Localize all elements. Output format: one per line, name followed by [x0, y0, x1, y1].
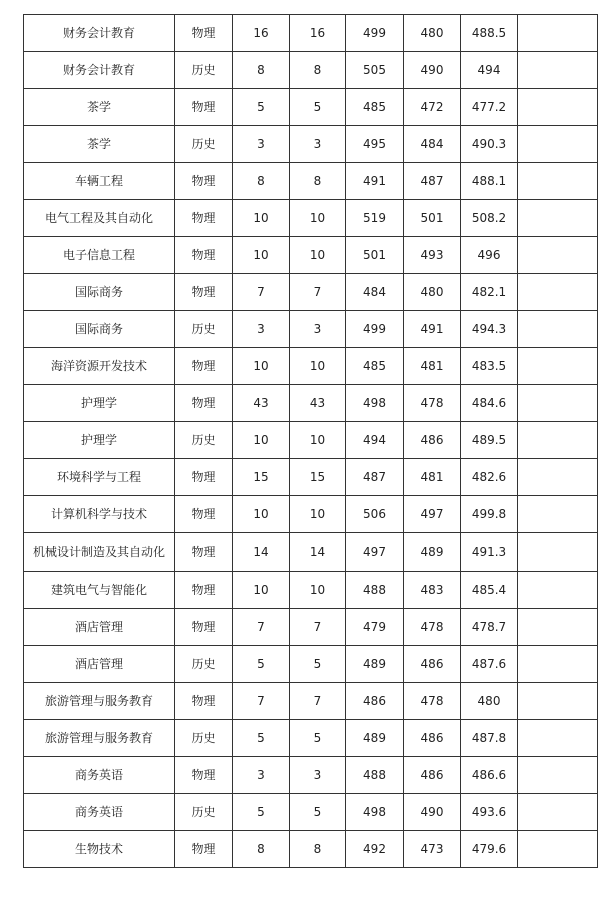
max-score-cell: 498 [346, 794, 404, 831]
major-cell: 计算机科学与技术 [24, 496, 175, 533]
max-score-cell: 479 [346, 609, 404, 646]
avg-score-cell: 480 [461, 683, 518, 720]
major-cell: 茶学 [24, 89, 175, 126]
plan-count-cell: 5 [233, 89, 290, 126]
subject-cell: 历史 [175, 311, 233, 348]
note-cell [518, 52, 598, 89]
admitted-count-cell: 5 [290, 794, 346, 831]
table-row [24, 683, 598, 720]
note-cell [518, 459, 598, 496]
avg-score-cell: 484.6 [461, 385, 518, 422]
admitted-count-cell: 8 [290, 831, 346, 868]
max-score-cell: 506 [346, 496, 404, 533]
max-score-cell: 485 [346, 89, 404, 126]
table-row [24, 794, 598, 831]
plan-count-cell: 10 [233, 237, 290, 274]
min-score-cell: 490 [404, 794, 461, 831]
min-score-cell: 497 [404, 496, 461, 533]
note-cell [518, 15, 598, 52]
note-cell [518, 683, 598, 720]
major-cell: 茶学 [24, 126, 175, 163]
subject-cell: 历史 [175, 794, 233, 831]
major-cell: 国际商务 [24, 274, 175, 311]
plan-count-cell: 7 [233, 609, 290, 646]
note-cell [518, 89, 598, 126]
max-score-cell: 489 [346, 646, 404, 683]
table-row [24, 126, 598, 163]
admitted-count-cell: 7 [290, 683, 346, 720]
admitted-count-cell: 10 [290, 572, 346, 609]
plan-count-cell: 8 [233, 831, 290, 868]
table-row [24, 15, 598, 52]
note-cell [518, 311, 598, 348]
subject-cell: 历史 [175, 720, 233, 757]
min-score-cell: 484 [404, 126, 461, 163]
min-score-cell: 480 [404, 274, 461, 311]
table-row [24, 422, 598, 459]
table-row [24, 831, 598, 868]
max-score-cell: 485 [346, 348, 404, 385]
subject-cell: 物理 [175, 163, 233, 200]
plan-count-cell: 5 [233, 720, 290, 757]
note-cell [518, 646, 598, 683]
min-score-cell: 490 [404, 52, 461, 89]
max-score-cell: 492 [346, 831, 404, 868]
note-cell [518, 757, 598, 794]
avg-score-cell: 487.6 [461, 646, 518, 683]
admitted-count-cell: 10 [290, 496, 346, 533]
min-score-cell: 478 [404, 609, 461, 646]
avg-score-cell: 479.6 [461, 831, 518, 868]
plan-count-cell: 3 [233, 757, 290, 794]
plan-count-cell: 3 [233, 311, 290, 348]
table-row [24, 200, 598, 237]
avg-score-cell: 508.2 [461, 200, 518, 237]
table-body [24, 15, 598, 868]
plan-count-cell: 43 [233, 385, 290, 422]
admitted-count-cell: 5 [290, 89, 346, 126]
table-row [24, 572, 598, 609]
plan-count-cell: 10 [233, 422, 290, 459]
plan-count-cell: 5 [233, 794, 290, 831]
subject-cell: 物理 [175, 572, 233, 609]
plan-count-cell: 16 [233, 15, 290, 52]
max-score-cell: 488 [346, 572, 404, 609]
avg-score-cell: 491.3 [461, 533, 518, 572]
plan-count-cell: 8 [233, 163, 290, 200]
subject-cell: 物理 [175, 348, 233, 385]
avg-score-cell: 494 [461, 52, 518, 89]
major-cell: 海洋资源开发技术 [24, 348, 175, 385]
subject-cell: 历史 [175, 126, 233, 163]
avg-score-cell: 499.8 [461, 496, 518, 533]
subject-cell: 物理 [175, 831, 233, 868]
note-cell [518, 794, 598, 831]
admitted-count-cell: 3 [290, 311, 346, 348]
plan-count-cell: 7 [233, 274, 290, 311]
max-score-cell: 489 [346, 720, 404, 757]
admitted-count-cell: 5 [290, 720, 346, 757]
note-cell [518, 720, 598, 757]
major-cell: 建筑电气与智能化 [24, 572, 175, 609]
note-cell [518, 274, 598, 311]
min-score-cell: 489 [404, 533, 461, 572]
admitted-count-cell: 10 [290, 422, 346, 459]
subject-cell: 物理 [175, 15, 233, 52]
max-score-cell: 488 [346, 757, 404, 794]
major-cell: 电子信息工程 [24, 237, 175, 274]
admitted-count-cell: 10 [290, 348, 346, 385]
table-row [24, 496, 598, 533]
note-cell [518, 609, 598, 646]
max-score-cell: 501 [346, 237, 404, 274]
note-cell [518, 126, 598, 163]
table-row [24, 52, 598, 89]
admission-score-table [23, 14, 598, 868]
admitted-count-cell: 43 [290, 385, 346, 422]
plan-count-cell: 10 [233, 200, 290, 237]
subject-cell: 物理 [175, 459, 233, 496]
plan-count-cell: 10 [233, 348, 290, 385]
min-score-cell: 478 [404, 683, 461, 720]
subject-cell: 历史 [175, 52, 233, 89]
avg-score-cell: 482.1 [461, 274, 518, 311]
plan-count-cell: 14 [233, 533, 290, 572]
max-score-cell: 519 [346, 200, 404, 237]
max-score-cell: 486 [346, 683, 404, 720]
note-cell [518, 831, 598, 868]
subject-cell: 历史 [175, 646, 233, 683]
max-score-cell: 499 [346, 15, 404, 52]
table-row [24, 720, 598, 757]
plan-count-cell: 5 [233, 646, 290, 683]
avg-score-cell: 486.6 [461, 757, 518, 794]
table-row [24, 311, 598, 348]
max-score-cell: 487 [346, 459, 404, 496]
major-cell: 护理学 [24, 422, 175, 459]
admitted-count-cell: 3 [290, 126, 346, 163]
subject-cell: 物理 [175, 496, 233, 533]
table-row [24, 609, 598, 646]
admitted-count-cell: 15 [290, 459, 346, 496]
table-row [24, 89, 598, 126]
subject-cell: 物理 [175, 533, 233, 572]
max-score-cell: 495 [346, 126, 404, 163]
min-score-cell: 478 [404, 385, 461, 422]
major-cell: 机械设计制造及其自动化 [24, 533, 175, 572]
admitted-count-cell: 8 [290, 52, 346, 89]
admitted-count-cell: 10 [290, 200, 346, 237]
plan-count-cell: 10 [233, 496, 290, 533]
avg-score-cell: 485.4 [461, 572, 518, 609]
note-cell [518, 163, 598, 200]
admitted-count-cell: 3 [290, 757, 346, 794]
major-cell: 车辆工程 [24, 163, 175, 200]
table-row [24, 348, 598, 385]
avg-score-cell: 483.5 [461, 348, 518, 385]
plan-count-cell: 3 [233, 126, 290, 163]
min-score-cell: 473 [404, 831, 461, 868]
admitted-count-cell: 7 [290, 274, 346, 311]
avg-score-cell: 477.2 [461, 89, 518, 126]
max-score-cell: 498 [346, 385, 404, 422]
note-cell [518, 496, 598, 533]
major-cell: 旅游管理与服务教育 [24, 720, 175, 757]
major-cell: 酒店管理 [24, 609, 175, 646]
note-cell [518, 237, 598, 274]
admitted-count-cell: 10 [290, 237, 346, 274]
major-cell: 环境科学与工程 [24, 459, 175, 496]
subject-cell: 物理 [175, 757, 233, 794]
table-row [24, 163, 598, 200]
avg-score-cell: 490.3 [461, 126, 518, 163]
major-cell: 商务英语 [24, 794, 175, 831]
admitted-count-cell: 16 [290, 15, 346, 52]
avg-score-cell: 493.6 [461, 794, 518, 831]
major-cell: 酒店管理 [24, 646, 175, 683]
min-score-cell: 486 [404, 757, 461, 794]
table-row [24, 533, 598, 572]
note-cell [518, 385, 598, 422]
min-score-cell: 480 [404, 15, 461, 52]
max-score-cell: 505 [346, 52, 404, 89]
major-cell: 财务会计教育 [24, 15, 175, 52]
major-cell: 财务会计教育 [24, 52, 175, 89]
max-score-cell: 499 [346, 311, 404, 348]
table-row [24, 646, 598, 683]
avg-score-cell: 489.5 [461, 422, 518, 459]
note-cell [518, 422, 598, 459]
table-row [24, 385, 598, 422]
plan-count-cell: 10 [233, 572, 290, 609]
min-score-cell: 487 [404, 163, 461, 200]
min-score-cell: 486 [404, 720, 461, 757]
subject-cell: 物理 [175, 200, 233, 237]
note-cell [518, 572, 598, 609]
max-score-cell: 491 [346, 163, 404, 200]
major-cell: 旅游管理与服务教育 [24, 683, 175, 720]
subject-cell: 物理 [175, 683, 233, 720]
min-score-cell: 486 [404, 646, 461, 683]
major-cell: 国际商务 [24, 311, 175, 348]
min-score-cell: 486 [404, 422, 461, 459]
major-cell: 电气工程及其自动化 [24, 200, 175, 237]
avg-score-cell: 478.7 [461, 609, 518, 646]
subject-cell: 物理 [175, 237, 233, 274]
admitted-count-cell: 8 [290, 163, 346, 200]
note-cell [518, 533, 598, 572]
min-score-cell: 501 [404, 200, 461, 237]
avg-score-cell: 487.8 [461, 720, 518, 757]
plan-count-cell: 15 [233, 459, 290, 496]
subject-cell: 历史 [175, 422, 233, 459]
max-score-cell: 484 [346, 274, 404, 311]
table-row [24, 459, 598, 496]
admitted-count-cell: 7 [290, 609, 346, 646]
plan-count-cell: 7 [233, 683, 290, 720]
table-row [24, 274, 598, 311]
min-score-cell: 472 [404, 89, 461, 126]
min-score-cell: 493 [404, 237, 461, 274]
avg-score-cell: 482.6 [461, 459, 518, 496]
subject-cell: 物理 [175, 609, 233, 646]
major-cell: 护理学 [24, 385, 175, 422]
note-cell [518, 200, 598, 237]
major-cell: 商务英语 [24, 757, 175, 794]
min-score-cell: 481 [404, 459, 461, 496]
plan-count-cell: 8 [233, 52, 290, 89]
max-score-cell: 494 [346, 422, 404, 459]
avg-score-cell: 488.5 [461, 15, 518, 52]
avg-score-cell: 488.1 [461, 163, 518, 200]
note-cell [518, 348, 598, 385]
admitted-count-cell: 14 [290, 533, 346, 572]
min-score-cell: 481 [404, 348, 461, 385]
table-row [24, 757, 598, 794]
min-score-cell: 491 [404, 311, 461, 348]
subject-cell: 物理 [175, 89, 233, 126]
subject-cell: 物理 [175, 385, 233, 422]
major-cell: 生物技术 [24, 831, 175, 868]
admitted-count-cell: 5 [290, 646, 346, 683]
avg-score-cell: 496 [461, 237, 518, 274]
table-row [24, 237, 598, 274]
avg-score-cell: 494.3 [461, 311, 518, 348]
min-score-cell: 483 [404, 572, 461, 609]
max-score-cell: 497 [346, 533, 404, 572]
subject-cell: 物理 [175, 274, 233, 311]
